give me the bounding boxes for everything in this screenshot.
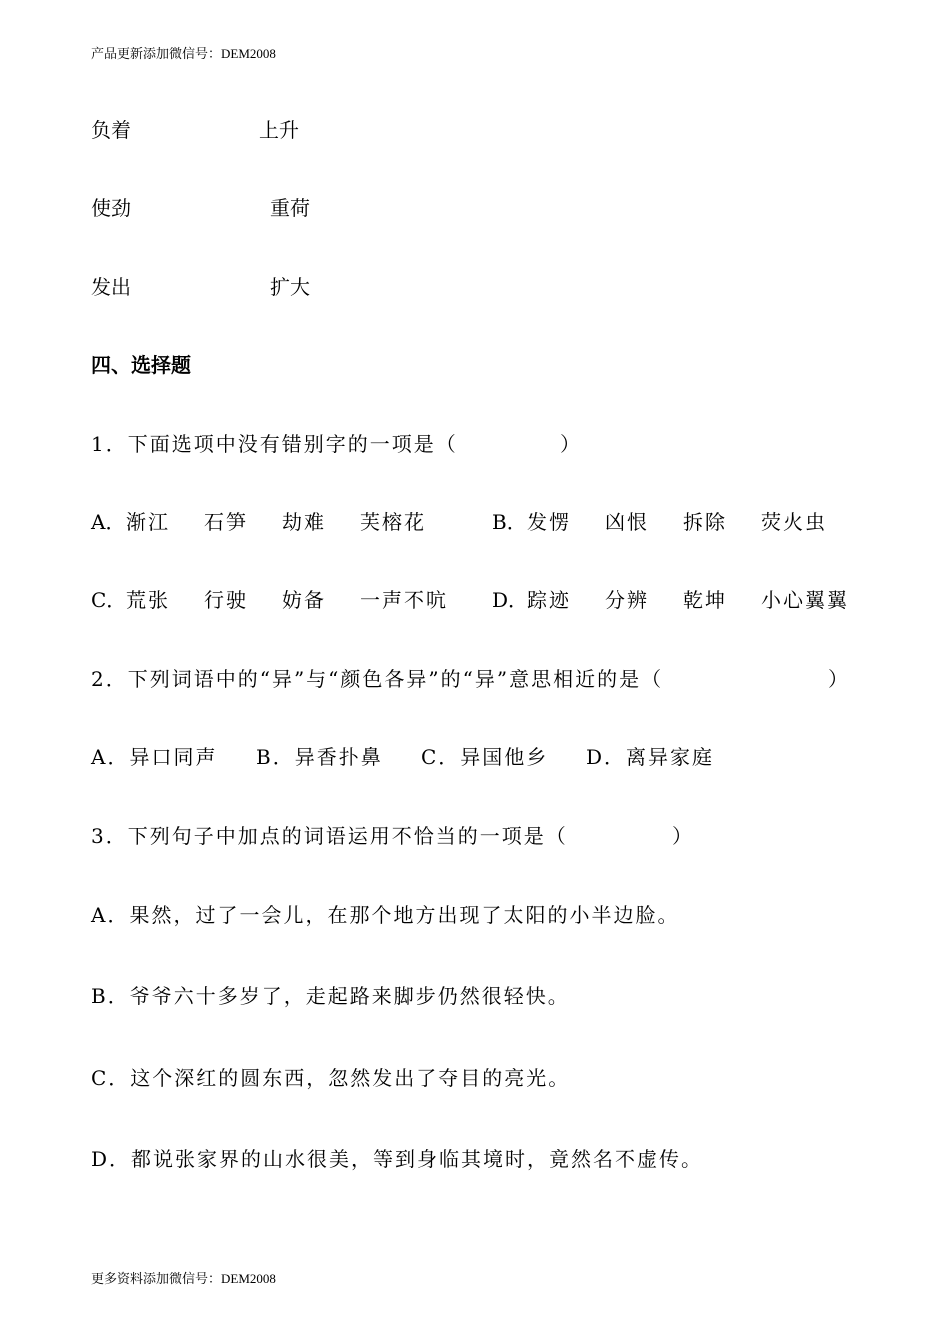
q3-option-d: D．都说张家界的山水很美，等到身临其境时，竟然名不虚传。 bbox=[91, 1147, 704, 1171]
q1-option-word: 踪迹 bbox=[527, 588, 571, 612]
q2-option-b: B．异香扑鼻 bbox=[256, 745, 383, 769]
q1-option-word: 渐江 bbox=[126, 510, 170, 534]
q1-option-word: 凶恨 bbox=[605, 510, 649, 534]
word-pair-left: 负着 bbox=[91, 118, 131, 142]
q3-option-a: A．果然，过了一会儿，在那个地方出现了太阳的小半边脸。 bbox=[91, 903, 680, 927]
q1-option-c-label: C． bbox=[91, 588, 127, 612]
q1-option-word: 荒张 bbox=[126, 588, 170, 612]
q1-option-word: 一声不吭 bbox=[360, 588, 448, 612]
q1-option-word: 石笋 bbox=[204, 510, 248, 534]
q1-option-word: 拆除 bbox=[683, 510, 727, 534]
q2-option-d: D．离异家庭 bbox=[586, 745, 715, 769]
question-2-stem: 2．下列词语中的“异”与“颜色各异”的“异”意思相近的是（ bbox=[91, 667, 664, 691]
q1-option-word: 发愣 bbox=[527, 510, 571, 534]
question-1-close: ） bbox=[560, 432, 580, 456]
question-3-stem: 3．下列句子中加点的词语运用不恰当的一项是（ bbox=[91, 824, 568, 848]
question-3-close: ） bbox=[672, 824, 692, 848]
q1-option-d-label: D． bbox=[492, 588, 529, 612]
q1-option-word: 妨备 bbox=[282, 588, 326, 612]
q1-option-word: 小心翼翼 bbox=[761, 588, 849, 612]
page-header: 产品更新添加微信号：DEM2008 bbox=[91, 46, 276, 61]
q1-option-word: 荧火虫 bbox=[761, 510, 827, 534]
word-pair-left: 发出 bbox=[91, 275, 131, 299]
q1-option-b-label: B． bbox=[492, 510, 527, 534]
q1-option-word: 行驶 bbox=[204, 588, 248, 612]
q1-option-word: 乾坤 bbox=[683, 588, 727, 612]
question-2-close: ） bbox=[828, 667, 848, 691]
q1-option-word: 分辨 bbox=[605, 588, 649, 612]
q3-option-c: C．这个深红的圆东西，忽然发出了夺目的亮光。 bbox=[91, 1066, 571, 1090]
q1-option-a-label: A． bbox=[91, 510, 126, 534]
q1-option-word: 芙榕花 bbox=[360, 510, 426, 534]
question-1-stem: 1．下面选项中没有错别字的一项是（ bbox=[91, 432, 458, 456]
page-footer: 更多资料添加微信号：DEM2008 bbox=[91, 1271, 276, 1286]
q2-option-c: C．异国他乡 bbox=[421, 745, 549, 769]
word-pair-right: 扩大 bbox=[270, 275, 310, 299]
q1-option-word: 劫难 bbox=[282, 510, 326, 534]
word-pair-right: 重荷 bbox=[270, 196, 310, 220]
section-title: 四、选择题 bbox=[91, 353, 191, 377]
q3-option-b: B．爷爷六十多岁了，走起路来脚步仍然很轻快。 bbox=[91, 984, 570, 1008]
word-pair-left: 使劲 bbox=[91, 196, 131, 220]
q2-option-a: A．异口同声 bbox=[91, 745, 218, 769]
word-pair-right: 上升 bbox=[259, 118, 299, 142]
